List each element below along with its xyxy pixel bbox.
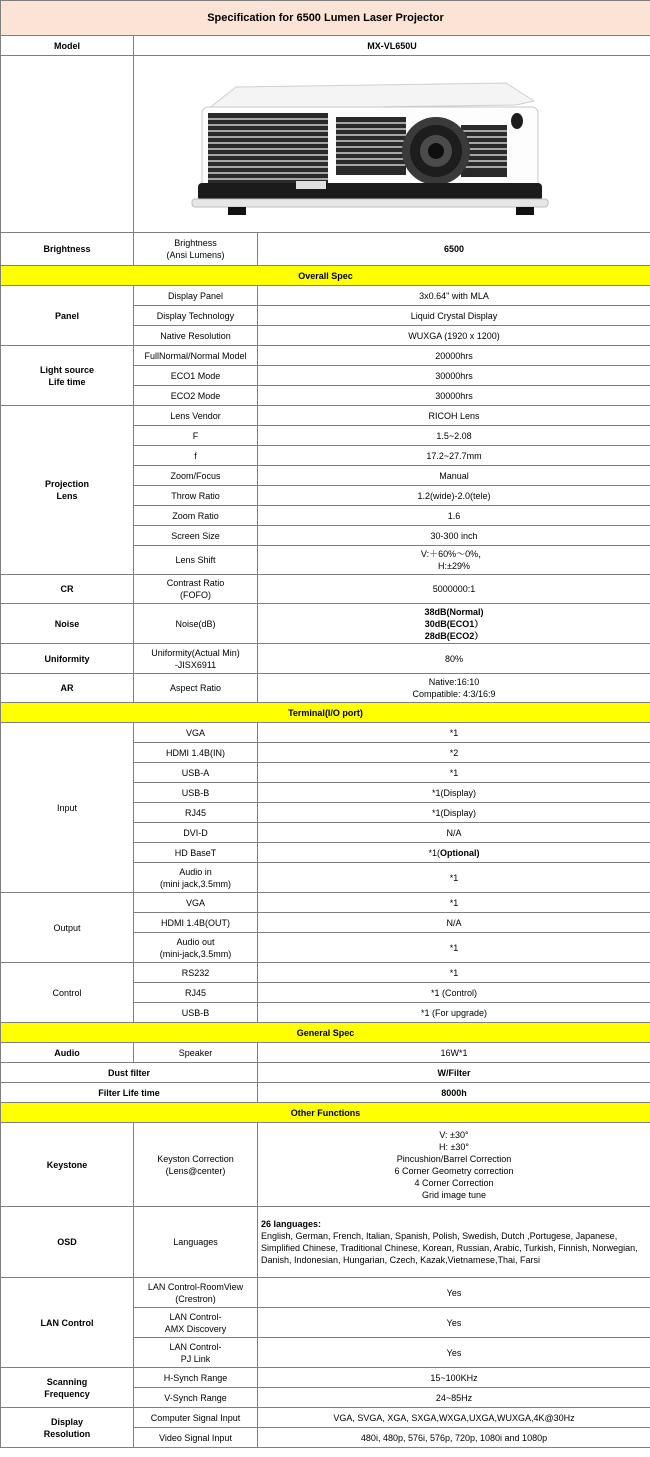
spec-name: [134, 863, 258, 893]
model-value: MX-VL650U: [134, 36, 650, 56]
light-source-label-line1: Light source: [39, 364, 94, 375]
spec-name: RJ45: [134, 803, 258, 823]
spec-name: Noise(dB): [134, 604, 258, 644]
cr-name-line1: Contrast Ratio: [166, 578, 225, 588]
spec-value: [258, 546, 650, 575]
spec-row: [1, 723, 650, 743]
scanning-frequency-label: [1, 1368, 134, 1408]
spec-name: [134, 1308, 258, 1338]
spec-name: Native Resolution: [134, 326, 258, 346]
spec-value: *2: [258, 743, 650, 763]
scanning-label-line2: Frequency: [44, 1388, 90, 1399]
spec-name: VGA: [134, 723, 258, 743]
spec-name: Aspect Ratio: [134, 674, 258, 703]
spec-value: *1: [258, 763, 650, 783]
section-overall-label: Overall Spec: [1, 266, 650, 286]
section-general-label: General Spec: [1, 1023, 650, 1043]
spec-value: 1.5~2.08: [258, 426, 650, 446]
section-other-label: Other Functions: [1, 1103, 650, 1123]
spec-row: [1, 893, 650, 913]
noise-eco1: 30dB(ECO1）: [424, 618, 484, 629]
spec-value: 20000hrs: [258, 346, 650, 366]
cr-name-line2: (FOFO): [180, 590, 211, 600]
spec-value: N/A: [258, 823, 650, 843]
osd-label: OSD: [1, 1207, 134, 1278]
cr-label: CR: [1, 575, 134, 604]
osd-languages-heading: 26 languages:: [261, 1219, 322, 1229]
projector-image: [136, 57, 650, 232]
osd-languages-list: English, German, French, Italian, Spanish, Polish, Swedish, Dutch ,Portugese, Japanese, Simplified Chinese, Traditional Chinese, Korean, Russian, Arabic, Turkish, Finnish, Norwegian, Danish, Indonesian, Hungarian, Czech, Kazak,Vietnamese,Thai, Farsi: [261, 1231, 638, 1265]
spec-row: [1, 1368, 650, 1388]
spec-value: *1: [258, 893, 650, 913]
lan-name-line1: LAN Control-RoomView: [147, 1281, 244, 1292]
spec-value: Manual: [258, 466, 650, 486]
spec-name: Screen Size: [134, 526, 258, 546]
spec-value: 16W*1: [258, 1043, 650, 1063]
spec-row: [1, 1207, 650, 1278]
spec-name: HDMI 1.4B(IN): [134, 743, 258, 763]
spec-row: [1, 604, 650, 644]
brightness-value: 6500: [258, 233, 650, 266]
spec-name: F: [134, 426, 258, 446]
hdbaset-value-a: *1(: [428, 847, 441, 858]
model-row: [1, 36, 650, 56]
ar-label: AR: [1, 674, 134, 703]
spec-row: [1, 1063, 650, 1083]
display-resolution-label: [1, 1408, 134, 1448]
spec-row: [1, 575, 650, 604]
projection-lens-label: [1, 406, 134, 575]
spec-name: Zoom/Focus: [134, 466, 258, 486]
spec-name: Languages: [134, 1207, 258, 1278]
display-res-label-line1: Display: [50, 1416, 83, 1427]
title-row: [1, 1, 650, 36]
spec-row: [1, 674, 650, 703]
spec-value: [258, 1123, 650, 1207]
output-label: Output: [1, 893, 134, 963]
lens-shift-v: V:＋60%～0%，: [420, 549, 488, 559]
keystone-line: V: ±30°: [439, 1129, 469, 1140]
spec-value: [258, 843, 650, 863]
brightness-sub-line1: Brightness: [174, 238, 217, 248]
ar-native: Native:16:10: [428, 677, 480, 687]
spec-name: RJ45: [134, 983, 258, 1003]
lan-name-line2: (Crestron): [175, 1293, 216, 1304]
spec-value: 17.2~27.7mm: [258, 446, 650, 466]
spec-value: *1: [258, 933, 650, 963]
brightness-row: [1, 233, 650, 266]
noise-eco2: 28dB(ECO2）: [424, 630, 484, 641]
spec-value: Liquid Crystal Display: [258, 306, 650, 326]
spec-name: Display Panel: [134, 286, 258, 306]
lens-shift-h: H:±29%: [438, 561, 470, 571]
projection-lens-label-line2: Lens: [56, 491, 78, 501]
spec-value: *1: [258, 863, 650, 893]
noise-normal: 38dB(Normal): [424, 606, 484, 617]
spec-name: Lens Vendor: [134, 406, 258, 426]
spec-row: [1, 1123, 650, 1207]
spec-value: *1 (Control): [258, 983, 650, 1003]
audio-in-line1: Audio in: [179, 866, 212, 877]
spec-name: ECO1 Mode: [134, 366, 258, 386]
image-row: [1, 56, 650, 233]
spec-row: [1, 1408, 650, 1428]
spec-name: V-Synch Range: [134, 1388, 258, 1408]
section-terminal-label: Terminal(I/O port): [1, 703, 650, 723]
spec-name: Zoom Ratio: [134, 506, 258, 526]
spec-value: 80%: [258, 644, 650, 674]
lan-name-line2: PJ Link: [180, 1353, 211, 1364]
light-source-label: [1, 346, 134, 406]
uniformity-name-line2: -JISX6911: [174, 659, 217, 670]
spec-name: Computer Signal Input: [134, 1408, 258, 1428]
spec-name: USB-A: [134, 763, 258, 783]
section-overall: [1, 266, 650, 286]
spec-value: N/A: [258, 913, 650, 933]
spec-name: [134, 1278, 258, 1308]
spec-value: 30000hrs: [258, 386, 650, 406]
spec-value: *1 (For upgrade): [258, 1003, 650, 1023]
uniformity-label: Uniformity: [1, 644, 134, 674]
spec-name: VGA: [134, 893, 258, 913]
panel-label: Panel: [1, 286, 134, 346]
spec-name: USB-B: [134, 1003, 258, 1023]
lan-name-line1: LAN Control-: [169, 1311, 222, 1322]
spec-value: [258, 604, 650, 644]
spec-name: [134, 644, 258, 674]
dust-filter-label: Dust filter: [1, 1063, 258, 1083]
spec-value: 480i, 480p, 576i, 576p, 720p, 1080i and 1080p: [258, 1428, 650, 1448]
spec-value: 24~85Hz: [258, 1388, 650, 1408]
spec-name: HD BaseT: [134, 843, 258, 863]
spec-row: [1, 346, 650, 366]
spec-value: Yes: [258, 1338, 650, 1368]
spec-value: 15~100KHz: [258, 1368, 650, 1388]
spec-name: H-Synch Range: [134, 1368, 258, 1388]
audio-in-line2: (mini jack,3.5mm): [159, 878, 231, 889]
spec-value: 30-300 inch: [258, 526, 650, 546]
image-label-cell: [1, 56, 134, 233]
spec-value: *1: [258, 963, 650, 983]
section-terminal: [1, 703, 650, 723]
projector-image-cell: [134, 56, 650, 233]
spec-value: Yes: [258, 1308, 650, 1338]
spec-value: 1.2(wide)-2.0(tele): [258, 486, 650, 506]
spec-value: 1.6: [258, 506, 650, 526]
spec-name: [134, 1123, 258, 1207]
light-source-label-line2: Life time: [48, 376, 86, 387]
keystone-line: 6 Corner Geometry correction: [394, 1165, 514, 1176]
spec-row: [1, 286, 650, 306]
audio-out-line2: (mini-jack,3.5mm): [159, 948, 232, 959]
spec-value: *1(Display): [258, 803, 650, 823]
spec-name: DVI-D: [134, 823, 258, 843]
document-title: Specification for 6500 Lumen Laser Projector: [1, 1, 650, 36]
spec-name: f: [134, 446, 258, 466]
spec-value: 3x0.64" with MLA: [258, 286, 650, 306]
input-label: Input: [1, 723, 134, 893]
spec-name: Throw Ratio: [134, 486, 258, 506]
brightness-sub-line2: (Ansi Lumens): [166, 250, 225, 260]
spec-value: W/Filter: [258, 1063, 650, 1083]
lan-control-label: LAN Control: [1, 1278, 134, 1368]
spec-name: Lens Shift: [134, 546, 258, 575]
audio-label: Audio: [1, 1043, 134, 1063]
display-res-label-line2: Resolution: [43, 1428, 91, 1439]
spec-value: RICOH Lens: [258, 406, 650, 426]
spec-value: WUXGA (1920 x 1200): [258, 326, 650, 346]
keystone-name-line1: Keyston Correction: [157, 1153, 234, 1164]
spec-name: FullNormal/Normal Model: [134, 346, 258, 366]
scanning-label-line1: Scanning: [46, 1376, 88, 1387]
model-label: Model: [1, 36, 134, 56]
keystone-name-line2: (Lens@center): [165, 1165, 226, 1176]
spec-name: Video Signal Input: [134, 1428, 258, 1448]
spec-value: *1: [258, 723, 650, 743]
spec-value: 5000000:1: [258, 575, 650, 604]
spec-value: [258, 1207, 650, 1278]
spec-value: Yes: [258, 1278, 650, 1308]
noise-label: Noise: [1, 604, 134, 644]
lan-name-line1: LAN Control-: [169, 1341, 222, 1352]
keystone-label: Keystone: [1, 1123, 134, 1207]
lan-name-line2: AMX Discovery: [164, 1323, 227, 1334]
spec-name: ECO2 Mode: [134, 386, 258, 406]
spec-name: [134, 1338, 258, 1368]
keystone-line: Pincushion/Barrel Correction: [396, 1153, 512, 1164]
keystone-line: 4 Corner Correction: [414, 1177, 494, 1188]
spec-name: [134, 933, 258, 963]
spec-row: [1, 1083, 650, 1103]
spec-value: 8000h: [258, 1083, 650, 1103]
projection-lens-label-line1: Projection: [44, 479, 89, 489]
spec-row: [1, 963, 650, 983]
spec-value: 30000hrs: [258, 366, 650, 386]
spec-row: [1, 1278, 650, 1308]
spec-name: RS232: [134, 963, 258, 983]
spec-value: VGA, SVGA, XGA, SXGA,WXGA,UXGA,WUXGA,4K@30Hz: [258, 1408, 650, 1428]
spec-name: Display Technology: [134, 306, 258, 326]
brightness-sub-label: [134, 233, 258, 266]
uniformity-name-line1: Uniformity(Actual Min): [151, 647, 240, 658]
audio-out-line1: Audio out: [176, 936, 215, 947]
spec-name: Speaker: [134, 1043, 258, 1063]
keystone-line: Grid image tune: [421, 1189, 487, 1200]
section-other: [1, 1103, 650, 1123]
spec-row: [1, 644, 650, 674]
hdbaset-value-c: ): [476, 847, 480, 858]
filter-life-label: Filter Life time: [1, 1083, 258, 1103]
spec-name: [134, 575, 258, 604]
spec-name: HDMI 1.4B(OUT): [134, 913, 258, 933]
hdbaset-value-b: Optional: [440, 847, 477, 858]
spec-value: [258, 674, 650, 703]
spec-row: [1, 406, 650, 426]
spec-value: *1(Display): [258, 783, 650, 803]
spec-name: USB-B: [134, 783, 258, 803]
section-general: [1, 1023, 650, 1043]
keystone-line: H: ±30°: [438, 1141, 470, 1152]
brightness-label: Brightness: [1, 233, 134, 266]
control-label: Control: [1, 963, 134, 1023]
ar-compatible: Compatible: 4:3/16:9: [412, 689, 496, 699]
spec-row: [1, 1043, 650, 1063]
